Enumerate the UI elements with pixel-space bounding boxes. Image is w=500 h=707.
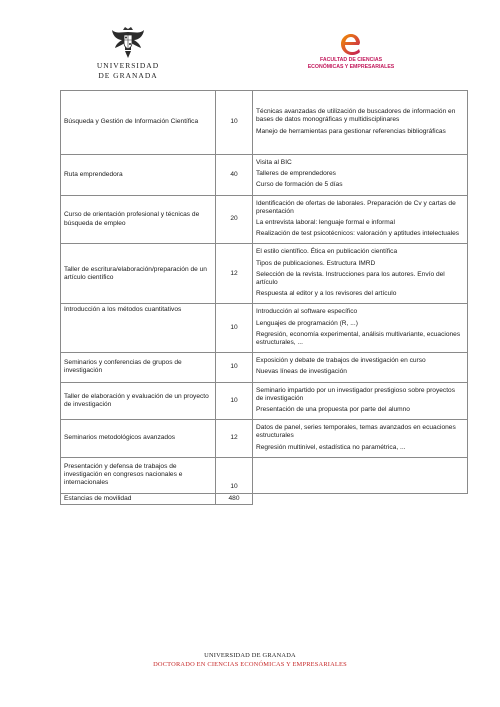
activity-name: Taller de escritura/elaboración/preparación de un artículo científico bbox=[61, 244, 216, 304]
content-item: Técnicas avanzadas de utilización de buscadores de información en bases de datos monográficas y multidisciplinares bbox=[256, 108, 456, 124]
content-item: Seminario impartido por un investigador prestigioso sobre proyectos de investigación bbox=[256, 386, 456, 402]
activity-contents bbox=[253, 304, 468, 353]
table-row bbox=[61, 493, 468, 504]
content-item: Tipos de publicaciones. Estructura IMRD bbox=[256, 259, 376, 267]
content-item: Manejo de herramientas para gestionar referencias bibliográficas bbox=[256, 127, 446, 135]
activity-hours: 10 bbox=[216, 457, 253, 493]
table-row bbox=[61, 353, 468, 382]
activity-hours: 10 bbox=[216, 304, 253, 353]
activity-contents bbox=[253, 420, 468, 458]
activity-contents bbox=[253, 155, 468, 196]
table-row bbox=[61, 304, 468, 353]
activity-contents bbox=[253, 244, 468, 304]
activity-hours: 480 bbox=[216, 493, 253, 504]
footer-program: DOCTORADO EN CIENCIAS ECONÓMICAS Y EMPRESARIALES bbox=[153, 661, 347, 668]
activity-hours: 10 bbox=[216, 91, 253, 155]
content-item: Curso de formación de 5 días bbox=[256, 181, 343, 189]
table-row bbox=[61, 91, 468, 155]
activity-name: Búsqueda y Gestión de Información Científica bbox=[61, 91, 216, 155]
university-name-line2: DE GRANADA bbox=[98, 71, 158, 80]
faculty-logo bbox=[296, 32, 406, 70]
university-logo bbox=[92, 26, 164, 80]
content-item: El estilo científico. Ética en publicación científica bbox=[256, 248, 398, 256]
content-item: Nuevas líneas de investigación bbox=[256, 368, 347, 376]
content-item: Lenguajes de programación (R, ...) bbox=[256, 319, 358, 327]
university-coat-of-arms-icon bbox=[110, 26, 146, 60]
activity-name: Seminarios metodológicos avanzados bbox=[61, 420, 216, 458]
activity-contents bbox=[253, 457, 468, 493]
training-activities-table bbox=[60, 90, 468, 505]
university-name-line1: UNIVERSIDAD bbox=[96, 61, 160, 70]
content-item: Introducción al software específico bbox=[256, 308, 358, 316]
faculty-name-line2: ECONÓMICAS Y EMPRESARIALES bbox=[307, 64, 395, 70]
content-item: Identificación de ofertas de laborales. Preparación de Cv y cartas de presentación bbox=[256, 199, 456, 215]
table-row bbox=[61, 457, 468, 493]
content-item: Exposición y debate de trabajos de investigación en curso bbox=[256, 357, 426, 365]
content-item: Selección de la revista. Instrucciones para los autores. Envío del artículo bbox=[256, 270, 445, 287]
content-item: Datos de panel, series temporales, temas avanzados en ecuaciones estructurales bbox=[256, 424, 456, 440]
content-item: Regresión multinivel, estadística no paramétrica, ... bbox=[256, 443, 406, 451]
table-row bbox=[61, 155, 468, 196]
activity-hours: 40 bbox=[216, 155, 253, 196]
activity-name: Introducción a los métodos cuantitativos bbox=[61, 304, 216, 353]
page-footer bbox=[0, 652, 500, 668]
table-row bbox=[61, 420, 468, 458]
activity-name: Taller de elaboración y evaluación de un proyecto de investigación bbox=[61, 382, 216, 420]
faculty-e-logo-icon bbox=[339, 32, 363, 56]
activity-contents bbox=[253, 493, 468, 504]
activity-contents bbox=[253, 91, 468, 155]
activity-hours: 12 bbox=[216, 420, 253, 458]
activity-name: Ruta emprendedora bbox=[61, 155, 216, 196]
content-item: Regresión, economía experimental, análisis multivariante, ecuaciones estructurales, ... bbox=[256, 330, 461, 347]
activity-name: Estancias de movilidad bbox=[61, 493, 216, 504]
content-item: La entrevista laboral: lenguaje formal e informal bbox=[256, 219, 395, 227]
table-row bbox=[61, 195, 468, 244]
activity-contents bbox=[253, 353, 468, 382]
activity-name: Seminarios y conferencias de grupos de investigación bbox=[61, 353, 216, 382]
activity-hours: 10 bbox=[216, 353, 253, 382]
activity-hours: 20 bbox=[216, 195, 253, 244]
content-item: Talleres de emprendedores bbox=[256, 170, 336, 178]
content-item: Realización de test psicotécnicos: valoración y aptitudes intelectuales bbox=[256, 230, 460, 238]
activity-name: Curso de orientación profesional y técnicas de búsqueda de empleo bbox=[61, 195, 216, 244]
content-item: Respuesta al editor y a los revisores del artículo bbox=[256, 290, 397, 298]
activity-name: Presentación y defensa de trabajos de investigación en congresos nacionales e internacionales bbox=[61, 457, 216, 493]
content-item: Visita al BIC bbox=[256, 159, 292, 166]
content-item: Presentación de una propuesta por parte del alumno bbox=[256, 406, 410, 414]
footer-university: UNIVERSIDAD DE GRANADA bbox=[204, 652, 296, 659]
activity-hours: 10 bbox=[216, 382, 253, 420]
faculty-name-line1: FACULTAD DE CIENCIAS bbox=[319, 57, 383, 63]
table-row bbox=[61, 382, 468, 420]
activity-contents bbox=[253, 382, 468, 420]
table-row bbox=[61, 244, 468, 304]
activity-hours: 12 bbox=[216, 244, 253, 304]
activity-contents bbox=[253, 195, 468, 244]
